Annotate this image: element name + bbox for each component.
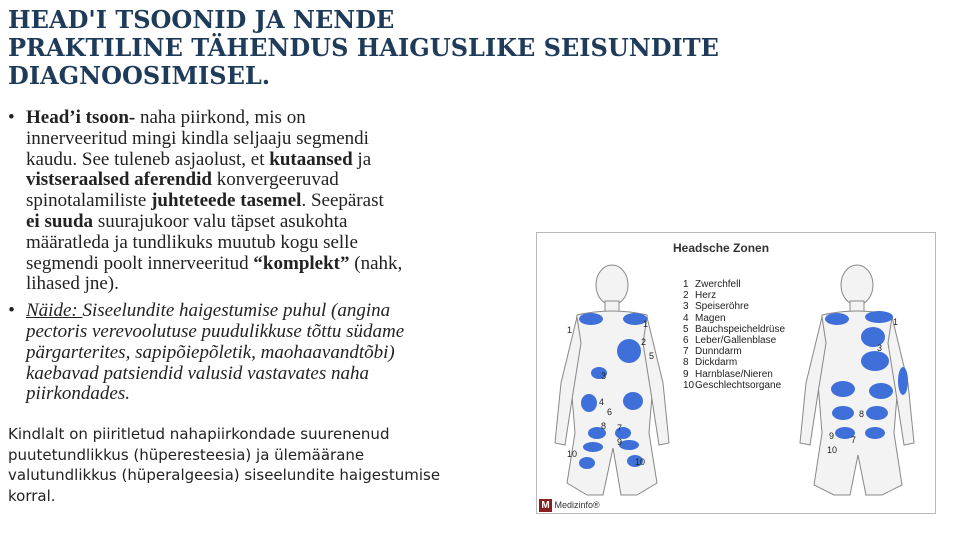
zone-label: 1 xyxy=(643,319,649,329)
legend-item: 1 Zwerchfell xyxy=(683,279,741,290)
zone-label: 6 xyxy=(607,407,613,417)
zone-label: 7 xyxy=(851,435,857,445)
bullet-head-zone-definition: • Head’i tsoon- naha piirkond, mis on innerveeritud mingi kindla seljaaju segmendi kaudu. See tuleneb asjaolust, et kutaansed ja vistseraalsed aferendid konvergeeruvad spinotalamiliste juhteteede tasemel. Seepärast ei suuda suurajukoor valu täpset asukohta määratleda ja tundlikuks muutub kogu selle segmendi poolt innerveeritud “komplekt” (nahk, lihased jne). xyxy=(8,108,528,295)
zone-front-heart xyxy=(617,339,641,363)
zone-label: 3 xyxy=(601,371,607,381)
legend-item: 2 Herz xyxy=(683,290,717,302)
zone-label: 3 xyxy=(877,343,883,353)
zone-back-lumbar-left xyxy=(832,406,854,420)
zone-back-shoulder-left xyxy=(825,313,849,325)
title-line: DIAGNOOSIMISEL. xyxy=(8,61,271,90)
legend-item: 8 Dickdarm xyxy=(683,357,738,369)
front-body-figure xyxy=(555,265,669,495)
title-line: HEAD'I TSOONID JA NENDE xyxy=(8,5,395,34)
zone-label: 4 xyxy=(599,397,605,407)
medizinfo-logo-mark: M xyxy=(539,499,552,512)
head-zones-figure xyxy=(536,232,936,514)
zone-front-neck-left xyxy=(579,313,603,325)
legend-item: 3 Speiseröhre xyxy=(683,301,749,313)
summary-paragraph: Kindlalt on piiritletud nahapiirkondade suurenenud puutetundlikkus (hüperesteesia) ja ülemäärane valutundlikkus (hüperalgeesia) siseelundite haigestumise korral. xyxy=(8,425,441,505)
zone-back-shoulder-right xyxy=(865,311,893,323)
zone-label: 10 xyxy=(567,449,578,459)
zone-label: 8 xyxy=(859,409,865,419)
zone-front-abdomen-right xyxy=(623,392,643,410)
zone-label: 2 xyxy=(641,337,647,347)
zone-label: 1 xyxy=(893,317,899,327)
zone-label: 10 xyxy=(635,457,646,467)
zone-label: 8 xyxy=(601,421,607,431)
zone-label: 9 xyxy=(617,437,623,447)
legend-item: 6 Leber/Gallenblase xyxy=(683,335,777,347)
zone-front-thigh-left xyxy=(579,457,595,469)
zone-back-flank-right xyxy=(869,383,893,399)
example-label: Näide: xyxy=(26,300,83,322)
zone-back-arm xyxy=(898,367,908,395)
zone-back-lumbar-right xyxy=(866,406,888,420)
zone-back-mid xyxy=(861,351,889,371)
legend-item: 7 Dunndarm xyxy=(683,346,742,358)
legend-item: 10Geschlechtsorgane xyxy=(683,379,782,391)
zone-front-groin-left xyxy=(583,442,603,452)
title-line: PRAKTILINE TÄHENDUS HAIGUSLIKE SEISUNDITE xyxy=(8,33,719,62)
zone-label: 1 xyxy=(567,325,573,335)
zone-back-flank-left xyxy=(831,381,855,397)
figure-title: Headsche Zonen xyxy=(673,241,770,255)
zone-back-sacral-right xyxy=(865,427,885,439)
zone-front-abdomen-left xyxy=(581,394,597,412)
zone-label: 5 xyxy=(649,351,655,361)
medizinfo-logo-text: Medizinfo® xyxy=(554,499,600,510)
medizinfo-logo xyxy=(539,499,600,513)
legend-item: 4 Magen xyxy=(683,312,726,324)
zone-label: 9 xyxy=(829,431,835,441)
legend-item: 9 Harnblase/Nieren xyxy=(683,368,773,380)
legend-item: 5 Bauchspeicheldrüse xyxy=(683,323,786,335)
back-body-figure xyxy=(800,265,914,495)
term-head-zone: Head’i tsoon- xyxy=(26,107,136,128)
zone-label: 7 xyxy=(617,423,623,433)
zone-label: 10 xyxy=(827,445,838,455)
zone-legend xyxy=(683,279,785,391)
bullet-example: • Näide: Siseelundite haigestumise puhul (angina pectoris verevoolutuse puudulikkuse tõttu südame pärgarterites, sapipõiepõletik, maohaavandtõbi) kaebavad patsiendid valusid vastavates naha piirkondades. xyxy=(8,301,528,405)
bullet-list xyxy=(8,108,528,411)
slide-title xyxy=(8,6,808,90)
